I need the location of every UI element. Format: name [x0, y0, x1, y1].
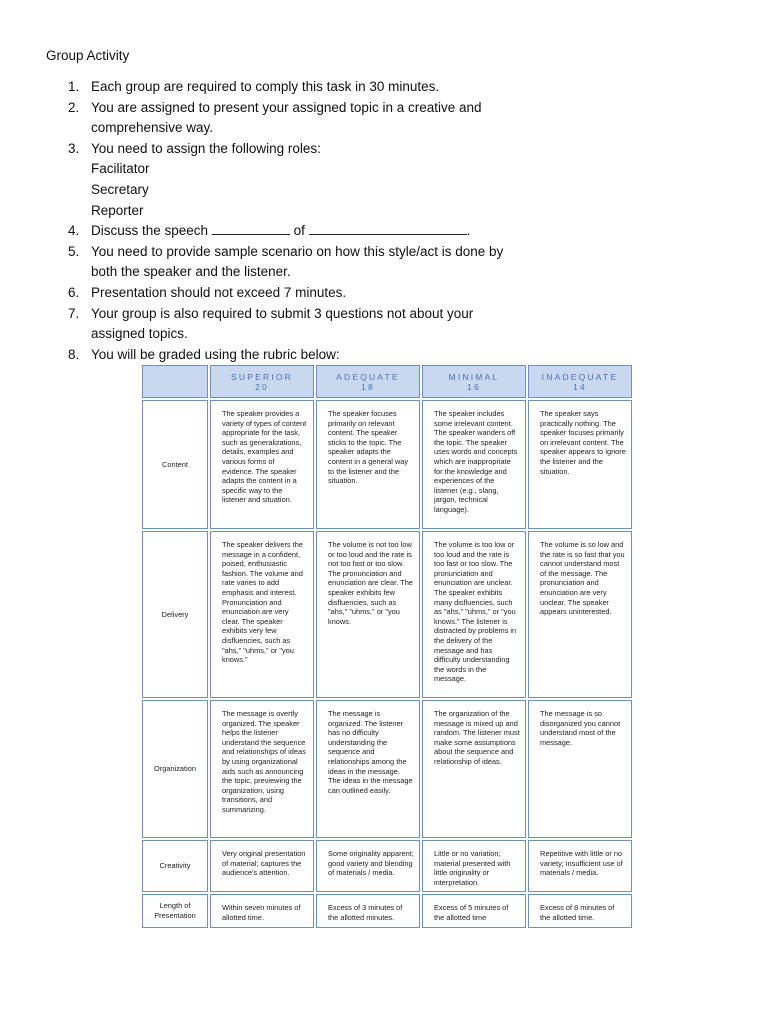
step-text: Your group is also required to submit 3 questions not about your	[91, 305, 474, 321]
table-row	[142, 531, 632, 698]
level-points: 14	[573, 381, 587, 392]
criterion-cell: The organization of the message is mixed up and random. The listener must make some assumptions about the sequence and relationship of ideas.	[422, 700, 526, 838]
table-row	[142, 894, 632, 927]
step-number: 3.	[68, 140, 80, 156]
criterion-cell: Little or no variation; material presented with little originality or interpretation.	[422, 840, 526, 892]
criterion-cell: The speaker provides a variety of types of content appropriate for the task, such as generalizations, details, examples and various forms of evidence. The speaker adapts the content in a specific way to the listener and situation.	[210, 400, 314, 529]
header-superior	[210, 365, 314, 398]
step-text: Presentation should not exceed 7 minutes.	[91, 284, 347, 300]
step-text: You will be graded using the rubric below:	[91, 346, 340, 362]
step-number: 8.	[68, 346, 80, 362]
step-number: 2.	[68, 99, 80, 115]
fill-in-blank-line	[212, 221, 290, 235]
criterion-cell: Some originality apparent; good variety and blending of materials / media.	[316, 840, 420, 892]
criterion-cell: Excess of 8 minutes of the allotted time.	[528, 894, 632, 927]
step-text-continued: comprehensive way.	[91, 120, 214, 136]
criterion-cell: Repetitive with little or no variety; insufficient use of materials / media.	[528, 840, 632, 892]
list-item	[68, 283, 538, 304]
rubric-header-row	[142, 365, 632, 398]
rubric-table	[140, 363, 634, 930]
step-number: 5.	[68, 243, 80, 259]
step-text: Discuss the speech	[91, 223, 209, 239]
criterion-cell: The volume is not too low or too loud and the rate is not too fast or too slow. The pronunciation and enunciation are clear. The speaker exhibits few disfluencies, such as "ahs," "uhms," or "you knows.	[316, 531, 420, 698]
list-item: 4. Discuss the speech of .	[68, 221, 538, 242]
step-number: 7.	[68, 305, 80, 321]
table-row	[142, 400, 632, 529]
list-item	[68, 98, 538, 139]
list-item	[68, 242, 538, 283]
step-text-continued: assigned topics.	[91, 326, 188, 342]
level-name: MINIMAL	[448, 371, 500, 382]
level-name: ADEQUATE	[336, 371, 400, 382]
level-points: 20	[255, 381, 269, 392]
criterion-cell: Excess of 3 minutes of the allotted minutes.	[316, 894, 420, 927]
criterion-cell: The message is overtly organized. The speaker helps the listener understand the sequence and relationships of ideas by using organizational aids such as announcing the topic, previewing the organization, using transitions, and summarizing.	[210, 700, 314, 838]
step-text: You need to assign the following roles:	[91, 140, 321, 156]
row-label-delivery: Delivery	[142, 531, 208, 698]
criterion-cell: The speaker delivers the message in a confident, poised, enthusiastic fashion. The volume and rate varies to add emphasis and interest. Pronunciation and enunciation are very clear. The speaker exhibits very few disfluencies, such as "ahs," "uhms," or "you knows."	[210, 531, 314, 698]
role-secretary: Secretary	[91, 181, 149, 197]
step-number: 4.	[68, 223, 80, 239]
criterion-cell: Excess of 5 minutes of the allotted time	[422, 894, 526, 927]
criterion-cell: The speaker says practically nothing. The speaker focuses primarily on irrelevant content. The speaker appears to ignore the listener and the situation.	[528, 400, 632, 529]
role-reporter: Reporter	[91, 202, 144, 218]
table-row	[142, 700, 632, 838]
step-text-of: of	[293, 223, 305, 239]
list-item	[68, 304, 538, 345]
criterion-cell: The volume is so low and the rate is so fast that you cannot understand most of the message. The pronunciation and enunciation are very unclear. The speaker appears uninterested.	[528, 531, 632, 698]
level-points: 16	[467, 381, 481, 392]
row-label-length-of-presentation: Length of Presentation	[142, 894, 208, 927]
rubric-corner-cell	[142, 365, 208, 398]
step-text: You need to provide sample scenario on how this style/act is done by	[91, 243, 504, 259]
header-minimal	[422, 365, 526, 398]
row-label-organization: Organization	[142, 700, 208, 838]
header-inadequate	[528, 365, 632, 398]
list-item	[68, 139, 538, 221]
level-points: 18	[361, 381, 375, 392]
header-adequate	[316, 365, 420, 398]
step-number: 6.	[68, 284, 80, 300]
row-label-creativity: Creativity	[142, 840, 208, 892]
instruction-list	[68, 77, 538, 365]
step-text-continued: both the speaker and the listener.	[91, 264, 291, 280]
document-title: Group Activity	[46, 48, 130, 63]
step-text: You are assigned to present your assigned topic in a creative and	[91, 99, 482, 115]
criterion-cell: The message is organized. The listener has no difficulty understanding the sequence and relationships among the ideas in the message. The ideas in the message can outlined easily.	[316, 700, 420, 838]
step-number: 1.	[68, 79, 80, 94]
criterion-cell: The volume is too low or too loud and the rate is too fast or too slow. The pronunciation and enunciation are unclear. The speaker exhibits many disfluencies, such as "ahs," "uhms," or "you knows." The listener is distracted by problems in the delivery of the message and has difficulty understanding the words in the message.	[422, 531, 526, 698]
level-name: INADEQUATE	[541, 371, 619, 382]
criterion-cell: The message is so disorganized you cannot understand most of the message.	[528, 700, 632, 838]
row-label-content: Content	[142, 400, 208, 529]
fill-in-blank-line	[309, 221, 467, 235]
table-row	[142, 840, 632, 892]
level-name: SUPERIOR	[231, 371, 293, 382]
list-item	[68, 77, 538, 98]
criterion-cell: Very original presentation of material; captures the audience's attention.	[210, 840, 314, 892]
criterion-cell: Within seven minutes of allotted time.	[210, 894, 314, 927]
step-text: Each group are required to comply this task in 30 minutes.	[91, 79, 440, 94]
criterion-cell: The speaker includes some irrelevant content. The speaker wanders off the topic. The speaker uses words and concepts which are inappropriate for the knowledge and experiences of the listener (e.g., slang, jargon, technical language).	[422, 400, 526, 529]
criterion-cell: The speaker focuses primarily on relevant content. The speaker sticks to the topic. The speaker adapts the content in a general way to the listener and the situation.	[316, 400, 420, 529]
role-facilitator: Facilitator	[91, 161, 150, 177]
